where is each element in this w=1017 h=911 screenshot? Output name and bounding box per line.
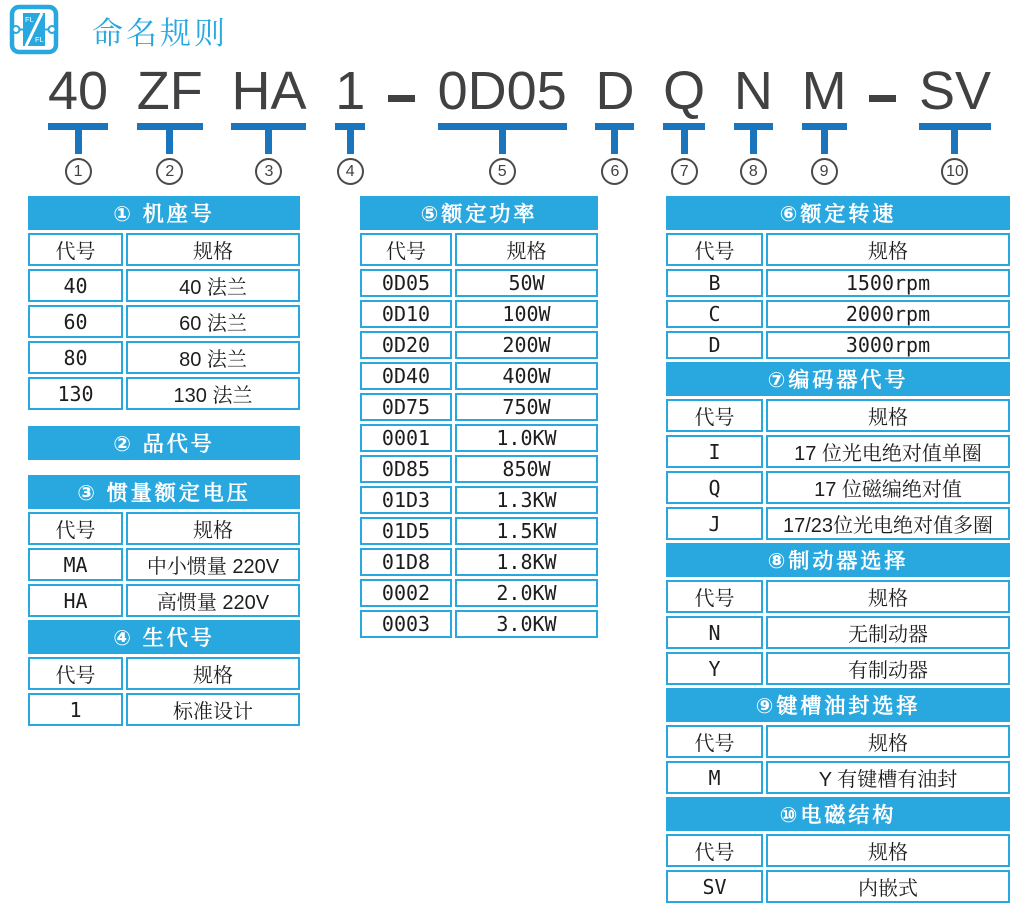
cell-spec: 高惯量 220V: [126, 584, 300, 617]
table-row: [360, 548, 598, 576]
table-row: [28, 305, 300, 338]
section-title-row: [666, 362, 1010, 396]
cell-code: 0D40: [360, 362, 452, 390]
spec-column-right: [663, 193, 1013, 906]
segment-code-text: N: [733, 61, 773, 121]
cell-spec: 2.0KW: [455, 579, 598, 607]
segment-tick: [347, 130, 354, 154]
model-segment: [657, 61, 711, 185]
table-row: [28, 377, 300, 410]
section-title-bar: ⑧制动器选择: [666, 543, 1010, 577]
table-row: [666, 761, 1010, 794]
segment-underline: [438, 123, 567, 130]
cell-code: 0D85: [360, 455, 452, 483]
model-segment: [329, 61, 371, 185]
cell-spec: 100W: [455, 300, 598, 328]
cell-spec: 40 法兰: [126, 269, 300, 302]
page-title: 命名规则: [92, 15, 228, 51]
segment-circle-number: 7: [671, 158, 698, 185]
cell-code: N: [666, 616, 763, 649]
segment-underline: [231, 123, 306, 130]
column-header-cell: 代号: [666, 725, 763, 758]
segment-code-text: ZF: [136, 61, 203, 121]
section-title-row: [28, 196, 300, 230]
code-dash: [869, 95, 896, 102]
table-row: [666, 435, 1010, 468]
segment-code-text: D: [595, 61, 635, 121]
table-row: [28, 341, 300, 374]
section-title-row: [360, 196, 598, 230]
segment-underline: [802, 123, 847, 130]
column-header-cell: 代号: [28, 233, 123, 266]
column-header-cell: 代号: [666, 399, 763, 432]
table-row: [28, 548, 300, 581]
table-row: [360, 269, 598, 297]
cell-spec: 17 位磁编绝对值: [766, 471, 1010, 504]
section-title-bar: ⑥额定转速: [666, 196, 1010, 230]
table-row: [28, 584, 300, 617]
model-segment: [589, 61, 640, 185]
model-segment: [728, 61, 779, 185]
section-title-row: [666, 196, 1010, 230]
segment-underline: [734, 123, 773, 130]
cell-spec: 有制动器: [766, 652, 1010, 685]
segment-circle-number: 8: [740, 158, 767, 185]
segment-tick: [681, 130, 688, 154]
model-segment: [432, 61, 573, 185]
segment-tick: [821, 130, 828, 154]
section-title-row: [28, 426, 300, 460]
segment-circle-number: 1: [65, 158, 92, 185]
cell-code: 0D75: [360, 393, 452, 421]
table-row: [360, 610, 598, 638]
cell-spec: 200W: [455, 331, 598, 359]
section-title-bar: ④ 生代号: [28, 620, 300, 654]
column-header-row: [666, 725, 1010, 758]
cell-code: 1: [28, 693, 123, 726]
segment-underline: [137, 123, 203, 130]
cell-spec: 80 法兰: [126, 341, 300, 374]
section-title-bar: ① 机座号: [28, 196, 300, 230]
cell-spec: Y 有键槽有油封: [766, 761, 1010, 794]
table-row: [666, 652, 1010, 685]
cell-spec: 17/23位光电绝对值多圈: [766, 507, 1010, 540]
column-header-row: [28, 657, 300, 690]
column-header-cell: 代号: [666, 834, 763, 867]
section-title-bar: ③ 惯量额定电压: [28, 475, 300, 509]
section-title-bar: ② 品代号: [28, 426, 300, 460]
cell-code: Y: [666, 652, 763, 685]
cell-code: D: [666, 331, 763, 359]
cell-spec: 1.0KW: [455, 424, 598, 452]
section-title-row: [666, 543, 1010, 577]
cell-code: 0003: [360, 610, 452, 638]
page-header: [8, 4, 228, 56]
column-header-cell: 代号: [360, 233, 452, 266]
cell-spec: 3000rpm: [766, 331, 1010, 359]
cell-spec: 中小惯量 220V: [126, 548, 300, 581]
model-segment: [225, 61, 312, 185]
logo-text-top: FL: [25, 15, 34, 24]
table-row: [360, 455, 598, 483]
cell-spec: 1500rpm: [766, 269, 1010, 297]
column-header-row: [666, 399, 1010, 432]
segment-circle-number: 6: [601, 158, 628, 185]
segment-tick: [611, 130, 618, 154]
table-row: [360, 424, 598, 452]
column-header-cell: 规格: [766, 399, 1010, 432]
segment-tick: [265, 130, 272, 154]
segment-circle-number: 3: [255, 158, 282, 185]
table-row: [360, 331, 598, 359]
column-header-cell: 规格: [766, 580, 1010, 613]
section-title-bar: ⑤额定功率: [360, 196, 598, 230]
segment-underline: [663, 123, 705, 130]
cell-spec: 1.8KW: [455, 548, 598, 576]
section-title-bar: ⑩电磁结构: [666, 797, 1010, 831]
cell-spec: 750W: [455, 393, 598, 421]
table-row: [360, 362, 598, 390]
column-header-cell: 规格: [766, 233, 1010, 266]
table-row: [360, 300, 598, 328]
model-segment: [131, 61, 209, 185]
column-header-cell: 规格: [126, 512, 300, 545]
column-header-cell: 代号: [666, 233, 763, 266]
segment-code-text: 1: [335, 61, 366, 121]
column-header-cell: 代号: [666, 580, 763, 613]
cell-spec: 130 法兰: [126, 377, 300, 410]
column-header-row: [666, 834, 1010, 867]
table-row: [360, 579, 598, 607]
spec-table: [25, 472, 303, 729]
cell-code: 60: [28, 305, 123, 338]
segment-underline: [595, 123, 634, 130]
segment-underline: [48, 123, 108, 130]
segment-code-text: 0D05: [437, 61, 567, 121]
spec-table: [25, 193, 303, 413]
spec-table: [663, 193, 1013, 906]
logo-text-bottom: FL: [35, 35, 44, 44]
code-dash: [388, 95, 415, 102]
spec-table: [357, 193, 601, 641]
cell-spec: 标准设计: [126, 693, 300, 726]
column-header-row: [666, 580, 1010, 613]
model-code-breakdown: [0, 61, 1017, 180]
cell-code: SV: [666, 870, 763, 903]
column-header-cell: 规格: [766, 834, 1010, 867]
segment-code-text: HA: [231, 61, 307, 121]
segment-code-text: 40: [48, 61, 109, 121]
model-segment: [913, 61, 997, 185]
segment-code-text: M: [801, 61, 847, 121]
table-row: [360, 486, 598, 514]
segment-tick: [166, 130, 173, 154]
cell-code: J: [666, 507, 763, 540]
cell-code: MA: [28, 548, 123, 581]
cell-code: M: [666, 761, 763, 794]
table-row: [28, 269, 300, 302]
column-header-cell: 规格: [126, 233, 300, 266]
segment-circle-number: 10: [941, 158, 968, 185]
spec-table: [25, 423, 303, 463]
cell-code: 01D5: [360, 517, 452, 545]
cell-code: I: [666, 435, 763, 468]
spec-column-left: [25, 193, 303, 729]
section-title-bar: ⑦编码器代号: [666, 362, 1010, 396]
table-row: [666, 471, 1010, 504]
segment-circle-number: 5: [489, 158, 516, 185]
segment-tick: [951, 130, 958, 154]
segment-tick: [750, 130, 757, 154]
segment-underline: [335, 123, 365, 130]
cell-code: Q: [666, 471, 763, 504]
cell-code: 0D10: [360, 300, 452, 328]
cell-spec: 17 位光电绝对值单圈: [766, 435, 1010, 468]
cell-code: 40: [28, 269, 123, 302]
column-header-cell: 代号: [28, 657, 123, 690]
cell-code: 0D20: [360, 331, 452, 359]
table-row: [360, 517, 598, 545]
cell-code: 01D3: [360, 486, 452, 514]
column-header-row: [666, 233, 1010, 266]
segment-tick: [499, 130, 506, 154]
table-row: [360, 393, 598, 421]
table-row: [666, 616, 1010, 649]
cell-code: 01D8: [360, 548, 452, 576]
cell-spec: 3.0KW: [455, 610, 598, 638]
table-row: [666, 269, 1010, 297]
model-segment: [42, 61, 114, 185]
cell-spec: 50W: [455, 269, 598, 297]
column-header-cell: 代号: [28, 512, 123, 545]
cell-spec: 2000rpm: [766, 300, 1010, 328]
segment-circle-number: 4: [337, 158, 364, 185]
cell-code: 130: [28, 377, 123, 410]
cell-spec: 850W: [455, 455, 598, 483]
cell-code: B: [666, 269, 763, 297]
cell-spec: 1.5KW: [455, 517, 598, 545]
brand-logo-icon: [8, 4, 60, 56]
segment-tick: [75, 130, 82, 154]
model-segment: [796, 61, 853, 185]
cell-code: HA: [28, 584, 123, 617]
cell-spec: 400W: [455, 362, 598, 390]
cell-spec: 无制动器: [766, 616, 1010, 649]
table-row: [666, 870, 1010, 903]
cell-code: 0D05: [360, 269, 452, 297]
cell-spec: 1.3KW: [455, 486, 598, 514]
segment-code-text: Q: [663, 61, 706, 121]
section-title-row: [666, 797, 1010, 831]
cell-code: C: [666, 300, 763, 328]
column-header-cell: 规格: [455, 233, 598, 266]
column-header-cell: 规格: [766, 725, 1010, 758]
section-title-bar: ⑨键槽油封选择: [666, 688, 1010, 722]
segment-circle-number: 9: [811, 158, 838, 185]
table-row: [28, 693, 300, 726]
section-title-row: [28, 475, 300, 509]
column-header-row: [28, 512, 300, 545]
spec-column-middle: [357, 193, 601, 641]
cell-spec: 内嵌式: [766, 870, 1010, 903]
column-header-cell: 规格: [126, 657, 300, 690]
cell-code: 0002: [360, 579, 452, 607]
table-row: [666, 331, 1010, 359]
table-row: [666, 507, 1010, 540]
segment-underline: [919, 123, 991, 130]
table-row: [666, 300, 1010, 328]
section-title-row: [666, 688, 1010, 722]
cell-code: 0001: [360, 424, 452, 452]
cell-spec: 60 法兰: [126, 305, 300, 338]
cell-code: 80: [28, 341, 123, 374]
section-title-row: [28, 620, 300, 654]
column-header-row: [360, 233, 598, 266]
column-header-row: [28, 233, 300, 266]
segment-circle-number: 2: [156, 158, 183, 185]
segment-code-text: SV: [918, 61, 991, 121]
